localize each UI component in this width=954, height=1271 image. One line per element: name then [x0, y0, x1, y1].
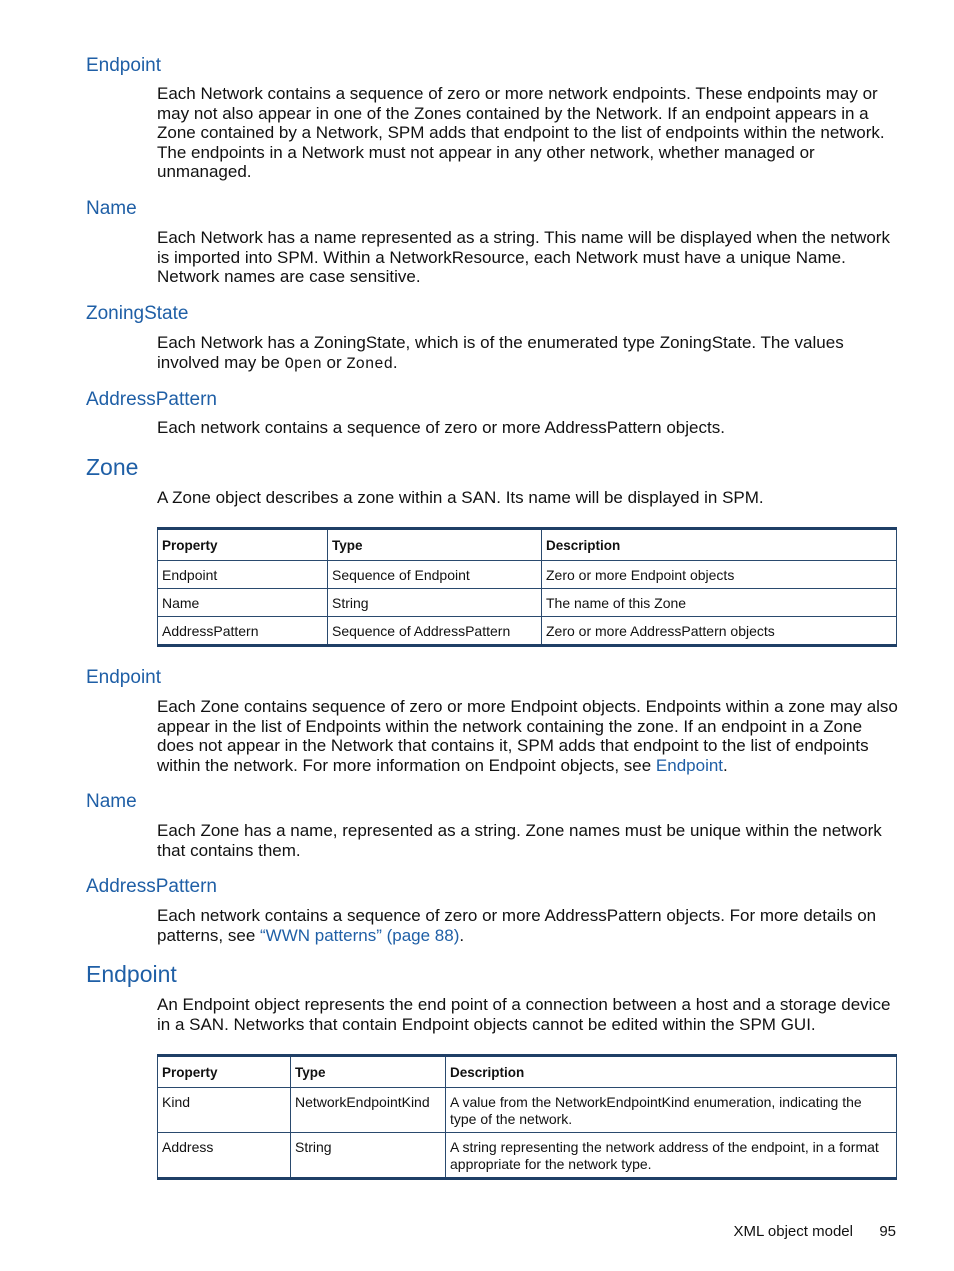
cell-description: Zero or more Endpoint objects — [542, 561, 897, 589]
cell-property: Name — [158, 589, 328, 617]
zone-endpoint-body: Each Zone contains sequence of zero or more Endpoint objects. Endpoints within a zone may also appear in the list of Endpoints within the network containing the zone. If an endpoint in a Zone does not appear in the Network that contains it, SPM adds that endpoint to the list of endpoints within the network. For more information on Endpoint objects, see — [157, 697, 898, 775]
network-addresspattern-text: Each network contains a sequence of zero or more AddressPattern objects. — [157, 418, 725, 437]
zoningstate-value-zoned: Zoned — [346, 354, 393, 373]
network-name-heading: Name — [86, 198, 137, 219]
network-zoningstate-text — [157, 333, 899, 374]
cell-type: Sequence of AddressPattern — [328, 617, 542, 646]
cell-property: Kind — [158, 1088, 291, 1133]
table-header-row — [158, 1056, 897, 1088]
endpoint-heading: Endpoint — [86, 961, 177, 987]
cell-type: String — [291, 1133, 446, 1179]
zoningstate-text-end: . — [392, 352, 398, 372]
zoningstate-text-or: or — [321, 352, 347, 372]
zone-addresspattern-body: Each network contains a sequence of zero or more AddressPattern objects. For more details on patterns, see — [157, 906, 877, 945]
zone-name-heading: Name — [86, 791, 137, 812]
table-row — [158, 1088, 897, 1133]
wwn-patterns-link[interactable]: “WWN patterns” (page 88) — [260, 925, 460, 945]
cell-description: The name of this Zone — [542, 589, 897, 617]
column-header-property: Property — [158, 1056, 291, 1088]
cell-description: A string representing the network address of the endpoint, in a format appropriate for the network type. — [446, 1133, 897, 1179]
network-zoningstate-heading: ZoningState — [86, 303, 189, 324]
table-row — [158, 561, 897, 589]
zoningstate-value-open: Open — [284, 354, 322, 373]
zone-intro: A Zone object describes a zone within a SAN. Its name will be displayed in SPM. — [157, 488, 764, 507]
table-row — [158, 617, 897, 646]
zone-endpoint-end: . — [723, 755, 728, 775]
endpoint-property-table — [157, 1054, 897, 1180]
zoningstate-text-before: Each Network has a ZoningState, which is of the enumerated type ZoningState. The values involved may be — [157, 333, 844, 372]
column-header-type: Type — [291, 1056, 446, 1088]
cell-property: Address — [158, 1133, 291, 1179]
endpoint-link[interactable]: Endpoint — [655, 755, 724, 775]
zone-addresspattern-text — [157, 906, 899, 945]
zone-heading: Zone — [86, 454, 139, 480]
footer-section-title: XML object model — [733, 1223, 853, 1240]
page-number: 95 — [879, 1223, 896, 1240]
zone-addresspattern-end: . — [459, 925, 465, 945]
network-endpoint-heading: Endpoint — [86, 55, 162, 76]
network-endpoint-text: Each Network contains a sequence of zero or more network endpoints. These endpoints may or may not also appear in one of the Zones contained by the Network. If an endpoint appears in a Zone contained by a Network, SPM adds that endpoint to the list of endpoints within the network. The endpoints in a Network must not appear in any other network, whether managed or unmanaged. — [157, 84, 885, 181]
cell-property: Endpoint — [158, 561, 328, 589]
network-addresspattern-heading: AddressPattern — [86, 389, 217, 410]
column-header-type: Type — [328, 529, 542, 561]
zone-endpoint-text — [157, 697, 899, 775]
cell-type: Sequence of Endpoint — [328, 561, 542, 589]
table-header-row — [158, 529, 897, 561]
page-footer — [733, 1223, 896, 1240]
cell-type: NetworkEndpointKind — [291, 1088, 446, 1133]
zone-endpoint-heading: Endpoint — [86, 667, 162, 688]
cell-description: Zero or more AddressPattern objects — [542, 617, 897, 646]
column-header-description: Description — [446, 1056, 897, 1088]
zone-addresspattern-heading: AddressPattern — [86, 876, 217, 897]
column-header-description: Description — [542, 529, 897, 561]
cell-description: A value from the NetworkEndpointKind enumeration, indicating the type of the network. — [446, 1088, 897, 1133]
cell-type: String — [328, 589, 542, 617]
table-row — [158, 589, 897, 617]
zone-name-text: Each Zone has a name, represented as a string. Zone names must be unique within the network that contains them. — [157, 821, 882, 860]
table-row — [158, 1133, 897, 1179]
network-name-text: Each Network has a name represented as a string. This name will be displayed when the network is imported into SPM. Within a NetworkResource, each Network must have a unique Name. Network names are case sensitive. — [157, 228, 890, 286]
column-header-property: Property — [158, 529, 328, 561]
endpoint-intro: An Endpoint object represents the end point of a connection between a host and a storage device in a SAN. Networks that contain Endpoint objects cannot be edited within the SPM GUI. — [157, 995, 891, 1034]
zone-property-table — [157, 527, 897, 647]
cell-property: AddressPattern — [158, 617, 328, 646]
